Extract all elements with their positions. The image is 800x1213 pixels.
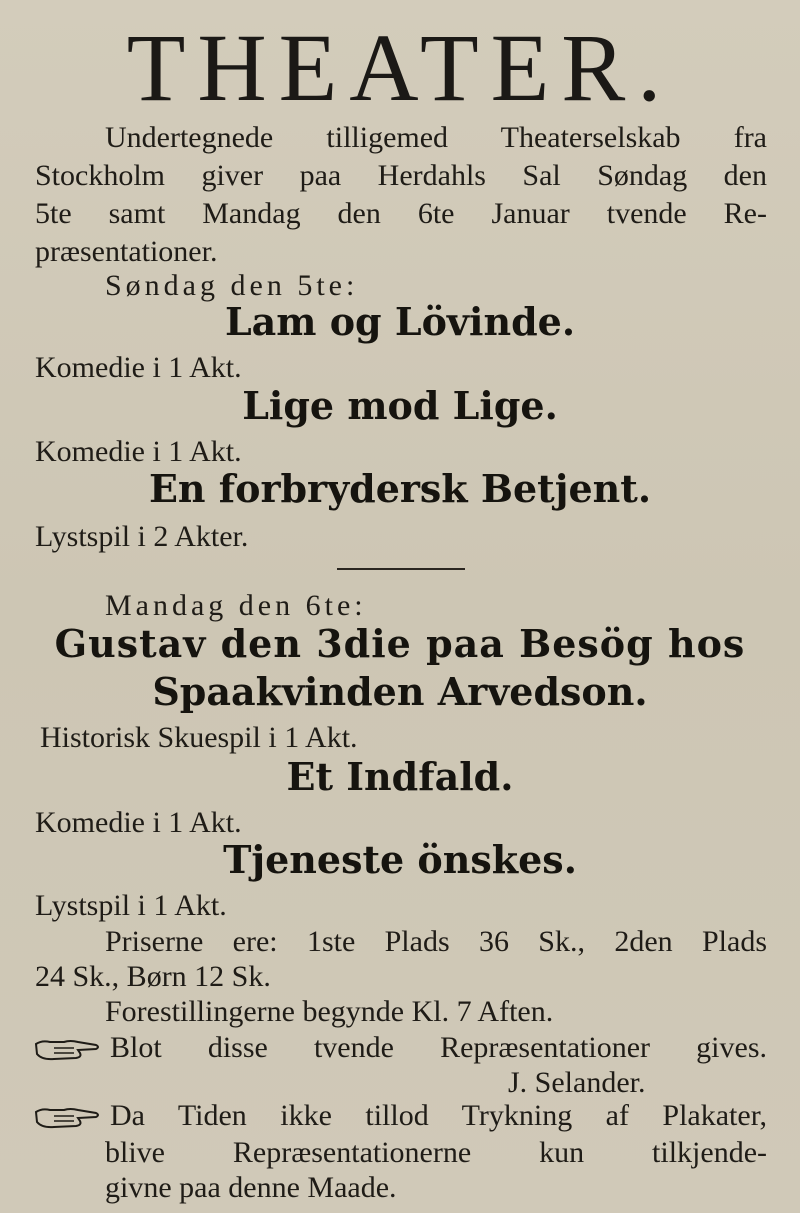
- play-title-lam-og-lovinde: Lam og Lövinde.: [224, 299, 576, 344]
- prices-line-1: Priserne ere: 1ste Plads 36 Sk., 2den Plads: [105, 925, 767, 958]
- pointing-hand-icon: [34, 1104, 100, 1130]
- play-title-tjeneste-onskes: Tjeneste önskes.: [223, 837, 577, 882]
- play-genre: Komedie i 1 Akt.: [35, 435, 242, 468]
- monday-heading: Mandag den 6te:: [105, 589, 367, 622]
- play-genre: Komedie i 1 Akt.: [35, 806, 242, 839]
- play-title-et-indfald: Et Indfald.: [286, 754, 514, 799]
- play-title-gustav-line-1: Gustav den 3die paa Besög hos: [54, 621, 746, 666]
- play-title-gustav-line-2: Spaakvinden Arvedson.: [152, 669, 648, 714]
- notice-2-line-3: givne paa denne Maade.: [105, 1171, 397, 1204]
- play-genre: Historisk Skuespil i 1 Akt.: [40, 721, 358, 754]
- notice-2-line-2: blive Repræsentationerne kun tilkjende-: [105, 1136, 767, 1169]
- pointing-hand-icon: [34, 1036, 100, 1062]
- intro-line-2: Stockholm giver paa Herdahls Sal Søndag den: [35, 159, 767, 192]
- play-genre: Komedie i 1 Akt.: [35, 351, 242, 384]
- section-divider: [337, 568, 465, 570]
- play-title-lige-mod-lige: Lige mod Lige.: [242, 383, 558, 428]
- notice-1: Blot disse tvende Repræsentationer gives.: [110, 1031, 767, 1064]
- intro-line-4: præsentationer.: [35, 235, 218, 268]
- play-title-en-forbrydersk-betjent: En forbrydersk Betjent.: [148, 466, 652, 511]
- prices-line-2: 24 Sk., Børn 12 Sk.: [35, 960, 271, 993]
- sunday-heading: Søndag den 5te:: [105, 269, 359, 302]
- play-genre: Lystspil i 1 Akt.: [35, 889, 227, 922]
- intro-line-3: 5te samt Mandag den 6te Januar tvende Re-: [35, 197, 767, 230]
- signature: J. Selander.: [508, 1066, 646, 1099]
- play-genre: Lystspil i 2 Akter.: [35, 520, 249, 553]
- start-time: Forestillingerne begynde Kl. 7 Aften.: [105, 995, 554, 1028]
- notice-2-line-1: Da Tiden ikke tillod Trykning af Plakater,: [110, 1099, 767, 1132]
- intro-line-1: Undertegnede tilligemed Theaterselskab fra: [105, 121, 767, 154]
- page-title: THEATER.: [126, 14, 674, 121]
